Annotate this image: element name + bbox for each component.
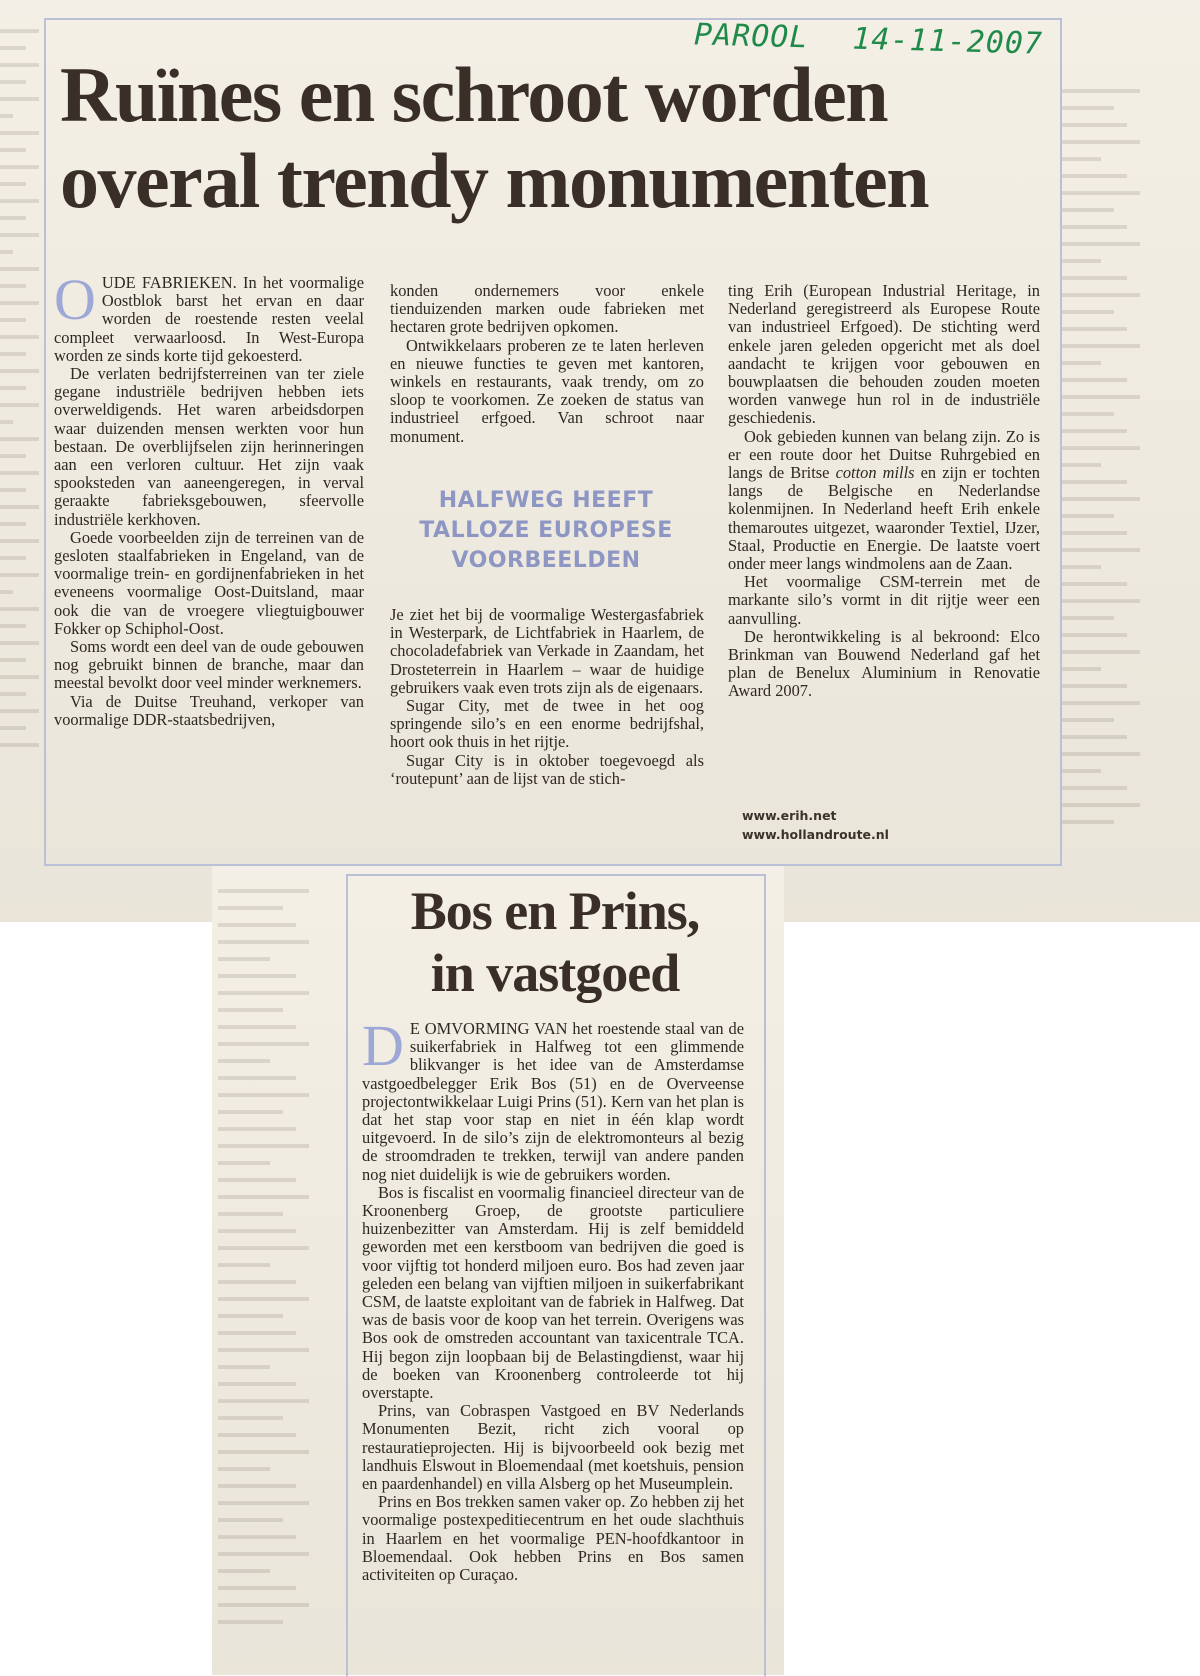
- article1-drop-cap: O: [54, 267, 96, 332]
- article2-p4: Prins en Bos trekken samen vaker op. Zo hebben zij het voormalige postexpeditiecentrum en het oude slachthuis in Haarlem en het voormalige PEN-hoofdkantoor in Bloemendaal. Ook hebben Prins en Bos samen activiteiten op Curaçao.: [362, 1492, 744, 1585]
- article1-col2-p2: Ontwikkelaars proberen ze te laten herleven en nieuwe functies te geven met kantoren, winkels en restaurants, vaak trendy, om zo sloop te voorkomen. Ze zoeken de status van industrieel erfgoed. Van schroot naar monument.: [390, 335, 704, 446]
- article1-headline-line2: overal trendy monumenten: [60, 137, 929, 224]
- article1-column-1: [54, 267, 364, 729]
- article1-col3-p1: ting Erih (European Industrial Heritage, in Nederland geregistreerd als Europese Route van industrieel Erfgoed). De stichting werd enkele jaren geleden opgericht met als doel aandacht te krijgen voor gebouwen en bouwplaatsen die behouden zouden moeten worden vanwege hun rol in de industriële geschiedenis.: [728, 281, 1040, 428]
- article1-col1-p4: Soms wordt een deel van de oude gebouwen nog gebruikt binnen de branche, maar dan meestal bevolkt door veel minder werknemers.: [54, 637, 364, 693]
- pullquote-line2: TALLOZE EUROPESE: [419, 518, 673, 543]
- article1-links: [742, 806, 889, 844]
- pullquote-line3: VOORBEELDEN: [451, 548, 641, 573]
- bleed-through-right: ▬▬▬▬▬▬ ▬▬▬▬ ▬▬▬▬▬ ▬▬▬▬▬▬ ▬▬▬ ▬▬▬▬▬ ▬▬▬▬▬▬ ▬▬▬▬ ▬▬▬▬▬ ▬▬▬▬▬▬ ▬▬▬ ▬▬▬▬▬ ▬▬▬▬▬▬ ▬▬▬▬ ▬▬▬▬▬ ▬▬▬▬▬▬ ▬▬▬ ▬▬▬▬▬ ▬▬▬▬▬▬ ▬▬▬▬ ▬▬▬▬▬ ▬▬▬▬▬▬ ▬▬▬ ▬▬▬▬▬ ▬▬▬▬▬▬ ▬▬▬▬ ▬▬▬▬▬ ▬▬▬▬▬▬ ▬▬▬ ▬▬▬▬▬ ▬▬▬▬▬▬ ▬▬▬▬ ▬▬▬▬▬ ▬▬▬▬▬▬ ▬▬▬ ▬▬▬▬▬ ▬▬▬▬▬▬ ▬▬▬▬ ▬▬▬▬▬ ▬▬▬▬▬▬ ▬▬▬ ▬▬▬▬▬ ▬▬▬▬▬▬ ▬▬▬▬: [1062, 81, 1140, 827]
- article1-col1-p3: Goede voorbeelden zijn de terreinen van de gesloten staalfabrieken in Engeland, van de voormalige trein- en gordijnenfabrieken in het eveneens voormalige Oost-Duitsland, maar ook die van de vroegere vliegtuigbouwer Fokker op Schiphol-Oost.: [54, 527, 364, 638]
- article1-col3-p2-a: Ook gebieden kunnen van belang zijn. Zo is er een route door het Duitse Ruhrgebied en langs de Britse: [728, 426, 1040, 483]
- handwritten-date: 14-11-2007: [851, 21, 1044, 62]
- article1-headline-line1: Ruïnes en schroot worden: [60, 51, 888, 138]
- article1-col1-p5: Via de Duitse Treuhand, verkoper van voormalige DDR-staatsbedrijven,: [54, 691, 364, 729]
- article2-headline: [352, 880, 758, 1004]
- article2-p2: Bos is fiscalist en voormalig financieel directeur van de Kroonenberg Groep, de grootste particuliere huizenbezitter van Amsterdam. Hij is zelf bemiddeld geworden met een kerstboom van bedrijven die goed is voor vijftig tot honderd miljoen euro. Bos had zeven jaar geleden een belang van vijftien miljoen in suikerfabrikant CSM, de laatste exploitant van de fabriek in Halfweg. Dat was de basis voor de koop van het terrein. Overigens was Bos ook de omstreden accountant van taxicentrale TCA. Hij begon zijn loopbaan bij de Belastingdienst, waar hij de boeken van Kroonenberg controleerde tot hij overstapte.: [362, 1182, 744, 1403]
- article1-pullquote: [396, 486, 696, 576]
- article1-col2-p5: Sugar City is in oktober toegevoegd als ‘routepunt’ aan de lijst van de stich-: [390, 750, 704, 788]
- article2-headline-line2: in vastgoed: [430, 943, 680, 1003]
- article1-headline: [60, 52, 1050, 224]
- article1-col3-p3: Het voormalige CSM-terrein met de markante silo’s vormt in dit rijtje weer een aanvulling.: [728, 572, 1040, 628]
- article1-col3-p4: De herontwikkeling is al bekroond: Elco Brinkman van Bouwend Nederland gaf het plan de Benelux Aluminium in Renovatie Award 2007.: [728, 626, 1040, 701]
- bleed-through-left: ▬▬▬ ▬▬ ▬▬▬ ▬▬ ▬▬▬ ▬ ▬▬▬ ▬▬ ▬▬▬ ▬▬ ▬▬▬ ▬▬ ▬▬▬ ▬ ▬▬▬ ▬▬ ▬▬▬ ▬▬ ▬▬▬ ▬▬ ▬▬▬ ▬▬ ▬▬▬ ▬ ▬▬▬ ▬▬ ▬▬▬ ▬▬ ▬▬▬ ▬▬ ▬▬▬ ▬▬ ▬▬▬ ▬ ▬▬▬ ▬▬ ▬▬▬ ▬▬ ▬▬▬ ▬▬ ▬▬▬ ▬▬ ▬▬▬: [0, 21, 39, 750]
- article1-col3-p2-italic: cotton mills: [835, 463, 915, 483]
- link-erih[interactable]: www.erih.net: [742, 808, 837, 823]
- handwritten-paper-name: PAROOL: [693, 17, 809, 56]
- article2-p3: Prins, van Cobraspen Vastgoed en BV Nederlands Monumenten Bezit, richt zich vooral op restauratieprojecten. Hij is bijvoorbeeld ook bezig met landhuis Elswout in Bloemendaal (met koetshuis, pension en paardenhandel) en villa Alsberg op het Museumplein.: [362, 1401, 744, 1494]
- link-hollandroute[interactable]: www.hollandroute.nl: [742, 827, 889, 842]
- bleed-through-bottom-left: ▬▬▬▬▬▬▬ ▬▬▬▬▬ ▬▬▬▬▬▬ ▬▬▬▬▬▬▬ ▬▬▬▬ ▬▬▬▬▬▬ ▬▬▬▬▬▬▬ ▬▬▬▬▬ ▬▬▬▬▬▬ ▬▬▬▬▬▬▬ ▬▬▬▬ ▬▬▬▬▬▬ ▬▬▬▬▬▬▬ ▬▬▬▬▬ ▬▬▬▬▬▬ ▬▬▬▬▬▬▬ ▬▬▬▬ ▬▬▬▬▬▬ ▬▬▬▬▬▬▬ ▬▬▬▬▬ ▬▬▬▬▬▬ ▬▬▬▬▬▬▬ ▬▬▬▬ ▬▬▬▬▬▬ ▬▬▬▬▬▬▬ ▬▬▬▬▬ ▬▬▬▬▬▬ ▬▬▬▬▬▬▬ ▬▬▬▬ ▬▬▬▬▬▬ ▬▬▬▬▬▬▬ ▬▬▬▬▬ ▬▬▬▬▬▬ ▬▬▬▬▬▬▬ ▬▬▬▬ ▬▬▬▬▬▬ ▬▬▬▬▬▬▬ ▬▬▬▬▬ ▬▬▬▬▬▬ ▬▬▬▬▬▬▬ ▬▬▬▬ ▬▬▬▬▬▬ ▬▬▬▬▬▬▬ ▬▬▬▬▬: [218, 881, 309, 1627]
- article1-col1-p2: De verlaten bedrijfsterreinen van ter ziele gegane industriële bedrijven hebben iets overweldigends. Het waren arbeidsdorpen waar duizenden mensen werkten voor hun bestaan. De overblijfselen zijn herinneringen aan een verloren cultuur. Het zijn vaak spooksteden van aaneengeregen, in verval geraakte fabrieksgebouwen, sfeervolle industriële kerkhoven.: [54, 364, 364, 529]
- article1-col3-p2: [728, 428, 1040, 574]
- article1-lead-caps: UDE FABRIEKEN.: [101, 273, 237, 292]
- article1-column-2-continued: [390, 606, 704, 788]
- article1-col2-p3: Je ziet het bij de voormalige Westergasfabriek in Westerpark, de Lichtfabriek in Haarlem, de chocoladefabriek van Verkade in Zaandam, het Drosteterrein in Haarlem – waar de huidige gebruikers vaak even trots zijn als de eigenaars.: [390, 605, 704, 697]
- article1-col3-p2-b: en zijn er tochten langs de Belgische en Nederlandse kolenmijnen. In Nederland heeft Erih enkele themaroutes uitgezet, waaronder Textiel, IJzer, Staal, Productie en Energie. De laatste voert onder meer langs windmolens aan de Zaan.: [728, 463, 1041, 574]
- article1-col2-p1: konden ondernemers voor enkele tienduizenden marken oude fabrieken met hectaren grote bedrijven opkomen.: [390, 281, 704, 337]
- article2-lead-caps: E OMVORMING VAN: [409, 1019, 568, 1038]
- article2-drop-cap: D: [362, 1013, 404, 1078]
- article1-col1-p1: In het voormalige Oostblok barst het ervan en daar worden de roestende resten veelal compleet verwaarloosd. In West-Europa worden ze sinds korte tijd gekoesterd.: [54, 273, 364, 365]
- article2-body: [362, 1013, 744, 1585]
- pullquote-line1: HALFWEG HEEFT: [438, 488, 654, 513]
- article1-column-3: [728, 282, 1040, 701]
- article2-headline-line1: Bos en Prins,: [410, 881, 700, 941]
- article1-col2-p4: Sugar City, met de twee in het oog springende silo’s en een enorme bedrijfshal, hoort ook thuis in het rijtje.: [390, 696, 704, 752]
- article2-p1: het roestende staal van de suikerfabriek in Halfweg tot een glimmende blikvanger is het idee van de Amsterdamse vastgoedbelegger Erik Bos (51) en de Overveense projectontwikkelaar Luigi Prins (51). Kern van het plan is dat het stap voor stap en niet in één klap wordt uitgevoerd. In de silo’s zijn de elektromonteurs al bezig de stroomdraden te trekken, terwijl van andere panden nog niet duidelijk is wie de gebruikers worden.: [362, 1019, 744, 1184]
- article1-column-2: [390, 282, 704, 446]
